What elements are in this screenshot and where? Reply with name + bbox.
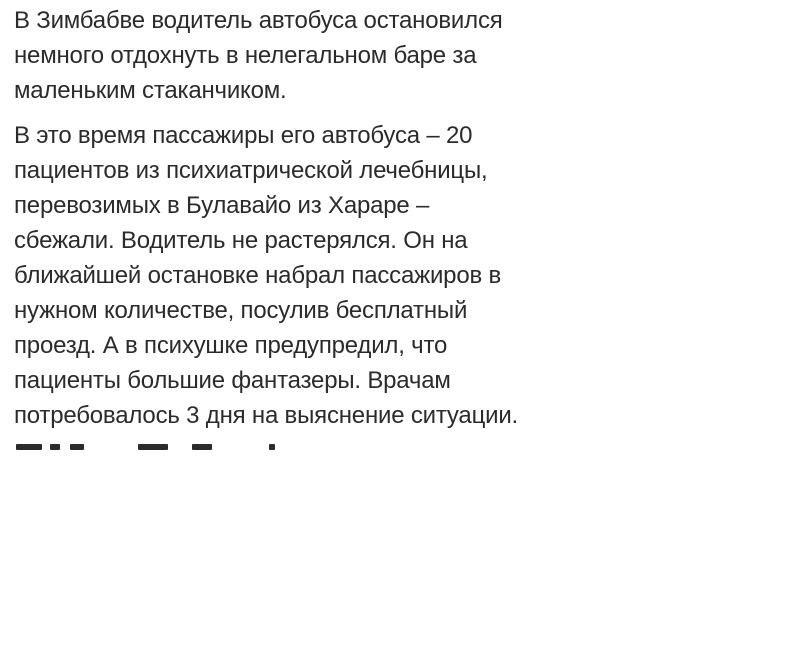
paragraph-1	[14, 0, 614, 108]
text-line: сбежали. Водитель не растерялся. Он на	[14, 227, 468, 254]
cropped-glyph	[16, 444, 42, 450]
text-line: потребовалось 3 дня на выяснение ситуации.	[14, 402, 519, 429]
text-line: В это время пассажиры его автобуса – 20	[14, 122, 473, 149]
text-line: перевозимых в Булавайо из Хараре –	[14, 192, 430, 219]
text-line: нужном количестве, посулив бесплатный	[14, 297, 468, 324]
article-text	[14, 0, 614, 433]
cropped-glyph	[192, 444, 212, 450]
text-line: проезд. А в психушке предупредил, что	[14, 332, 448, 359]
cropped-glyph	[269, 444, 275, 450]
cropped-glyph	[50, 444, 60, 450]
text-line: В Зимбабве водитель автобуса остановился	[14, 7, 503, 34]
text-line: ближайшей остановке набрал пассажиров в	[14, 262, 502, 289]
text-line: пациенты большие фантазеры. Врачам	[14, 367, 451, 394]
text-line: пациентов из психиатрической лечебницы,	[14, 157, 488, 184]
cropped-glyph	[70, 444, 84, 450]
cropped-text-fragment	[14, 444, 294, 456]
text-line: немного отдохнуть в нелегальном баре за	[14, 42, 477, 69]
paragraph-2	[14, 118, 614, 433]
cropped-glyph	[138, 444, 168, 450]
text-line: маленьким стаканчиком.	[14, 77, 287, 104]
